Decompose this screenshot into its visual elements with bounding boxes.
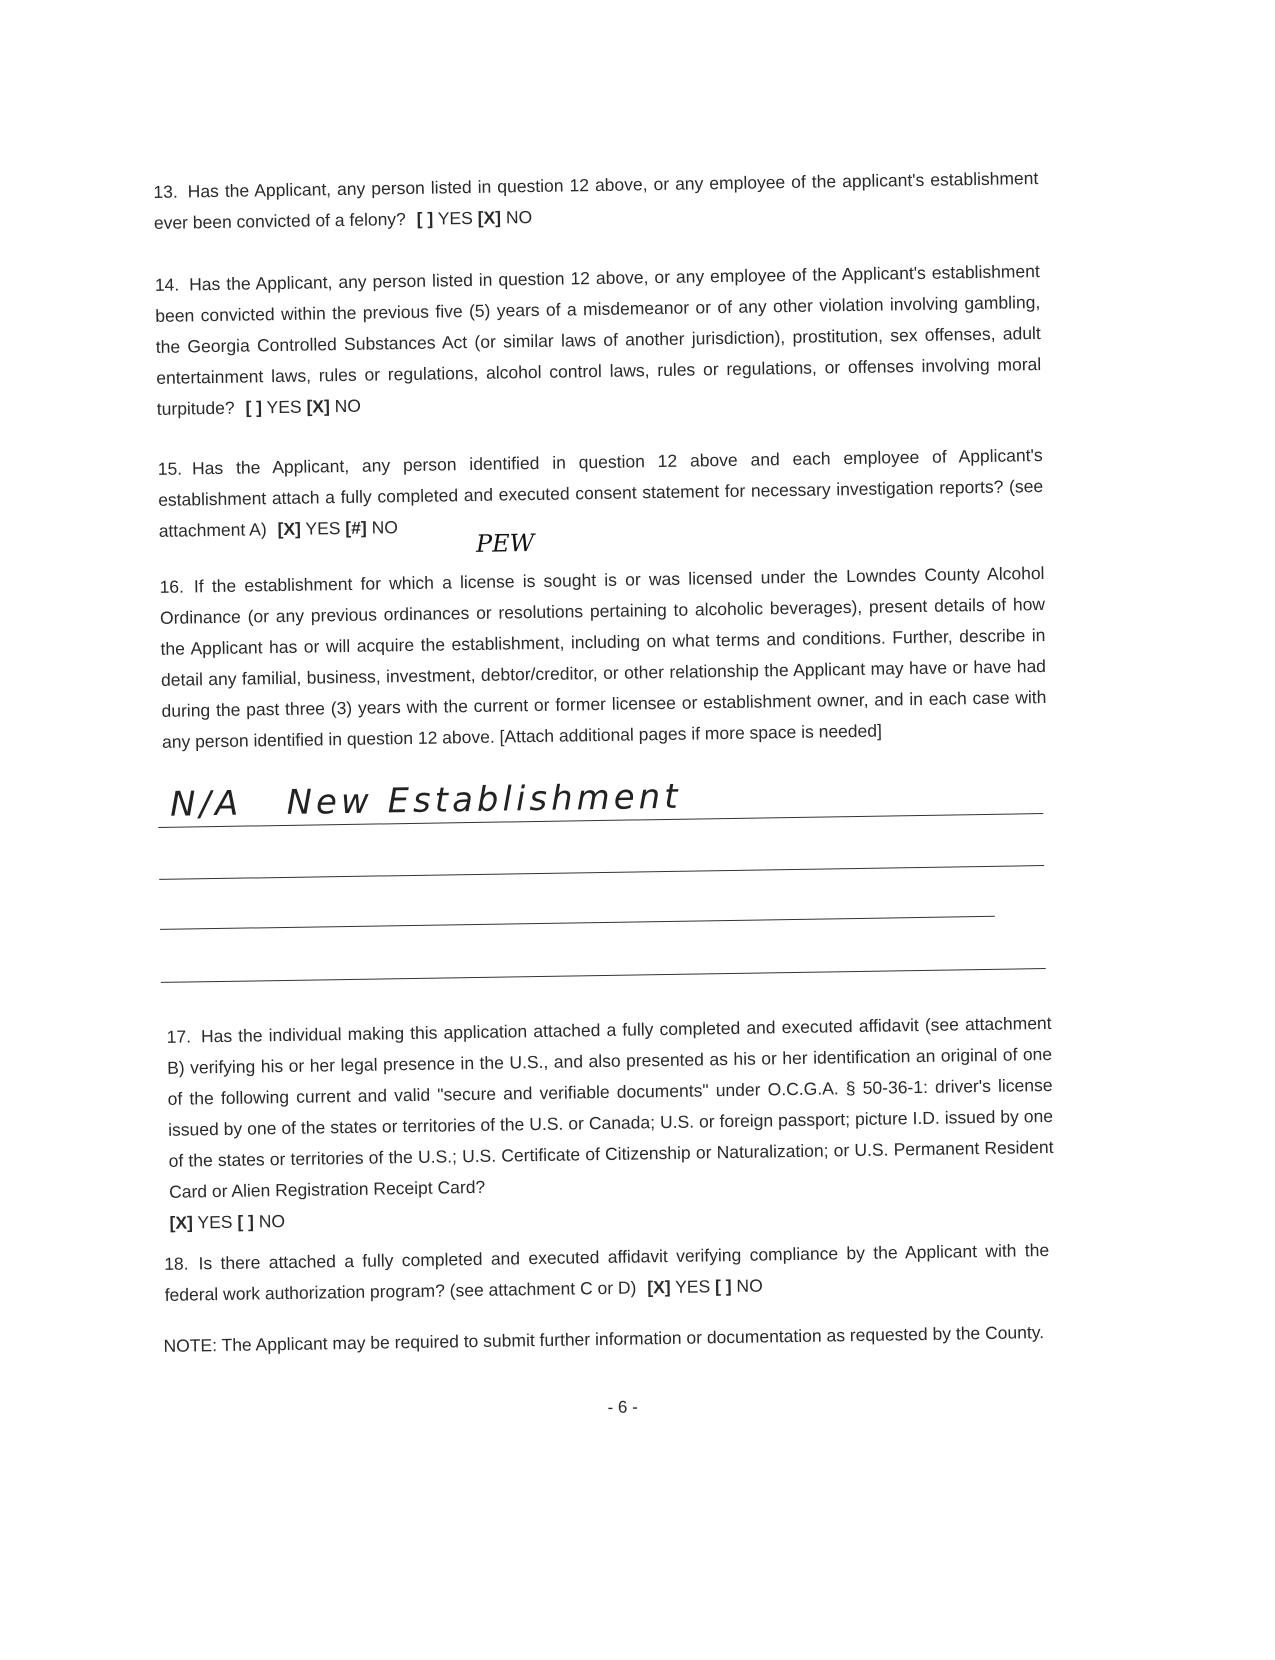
question-number: 15. [157, 458, 183, 479]
question-text: Has the Applicant, any person listed in question 12 above, or any employee of the Applicant's establishment been convicted within the previous five (5) years of a misdemeanor or of any other violation involving gambling, the Georgia Controlled Substances Act (or similar laws of another jurisdiction), prostitution, sex offenses, adult entertainment laws, rules or regulations, alcohol control laws, rules or regulations, or offenses involving moral turpitude? [155, 261, 1042, 419]
no-label: NO [258, 1211, 286, 1232]
no-label: NO [505, 206, 533, 228]
yes-label: YES [266, 396, 302, 418]
question-15 [158, 440, 1044, 547]
page-number: - 6 - [607, 1397, 638, 1417]
question-number: 17. [166, 1026, 192, 1047]
question-13 [153, 163, 1039, 239]
question-number: 14. [154, 274, 180, 295]
no-checkbox[interactable]: [#] [345, 517, 367, 538]
handwritten-initials: PEW [475, 529, 535, 558]
question-number: 13. [153, 181, 178, 202]
note: NOTE: The Applicant may be required to submit further information or documentation as requested by the County. [163, 1322, 1045, 1356]
question-14 [155, 256, 1042, 425]
question-text: Has the Applicant, any person identified in question 12 above and each employee of Applicant's establishment attach a fully completed and executed consent statement for necessary investigation reports? (see attachment A) [158, 445, 1044, 541]
yes-checkbox[interactable]: [X] [169, 1212, 194, 1233]
yes-checkbox[interactable]: [X] [277, 518, 302, 540]
yes-label: YES [674, 1276, 711, 1297]
no-checkbox[interactable]: [ ] [237, 1211, 255, 1232]
question-text: If the establishment for which a license is sought is or was licensed under the Lowndes County Alcohol Ordinance (or any previous ordinances or resolutions pertaining to alcoholic beverages), present details of how the Applicant has or will acquire the establishment, including on what terms and conditions. Further, describe in detail any familial, business, investment, debtor/creditor, or other relationship the Applicant may have or have had during the past three (3) years with the current or former licensee or establishment owner, and in each case with any person identified in question 12 above. [Attach additional pages if more space is needed] [159, 562, 1047, 752]
question-text: Is there attached a fully completed and executed affidavit verifying compliance by the Applicant with the federal work authorization program? (see attachment C or D) [164, 1240, 1050, 1305]
question-text: Has the Applicant, any person listed in question 12 above, or any employee of the applicant's establishment ever been convicted of a felony? [153, 168, 1039, 233]
question-17 [166, 1008, 1054, 1239]
no-label: NO [736, 1275, 763, 1296]
no-label: NO [371, 517, 399, 538]
question-text: Has the individual making this application attached a fully completed and executed affidavit (see attachment B) verifying his or her legal presence in the U.S., and also presented as his or her identification an original of one of the following current and valid "secure and verifiable documents" under O.C.G.A. § 50-36-1: driver's license issued by one of the states or territories of the U.S. or Canada; U.S. or foreign passport; picture I.D. issued by one of the states or territories of the U.S.; U.S. Certificate of Citizenship or Naturalization; or U.S. Permanent Resident Card or Alien Registration Receipt Card? [166, 1012, 1054, 1202]
question-18 [164, 1235, 1050, 1311]
question-16 [159, 558, 1047, 758]
answer-line [159, 865, 1044, 880]
no-label: NO [334, 395, 362, 417]
question-number: 16. [159, 576, 185, 597]
answer-16-handwriting: N/A New Establishment [169, 776, 682, 825]
no-checkbox[interactable]: [X] [477, 207, 502, 228]
no-checkbox[interactable]: [X] [306, 396, 330, 417]
yes-checkbox[interactable]: [X] [647, 1276, 671, 1298]
question-number: 18. [164, 1253, 189, 1274]
yes-label: YES [197, 1211, 233, 1233]
answer-line [161, 968, 1046, 983]
answer-line [160, 916, 995, 930]
yes-label: YES [305, 518, 341, 539]
no-checkbox[interactable]: [ ] [714, 1275, 732, 1297]
yes-checkbox[interactable]: [ ] [416, 208, 434, 229]
yes-checkbox[interactable]: [ ] [245, 397, 263, 418]
yes-label: YES [437, 207, 473, 229]
